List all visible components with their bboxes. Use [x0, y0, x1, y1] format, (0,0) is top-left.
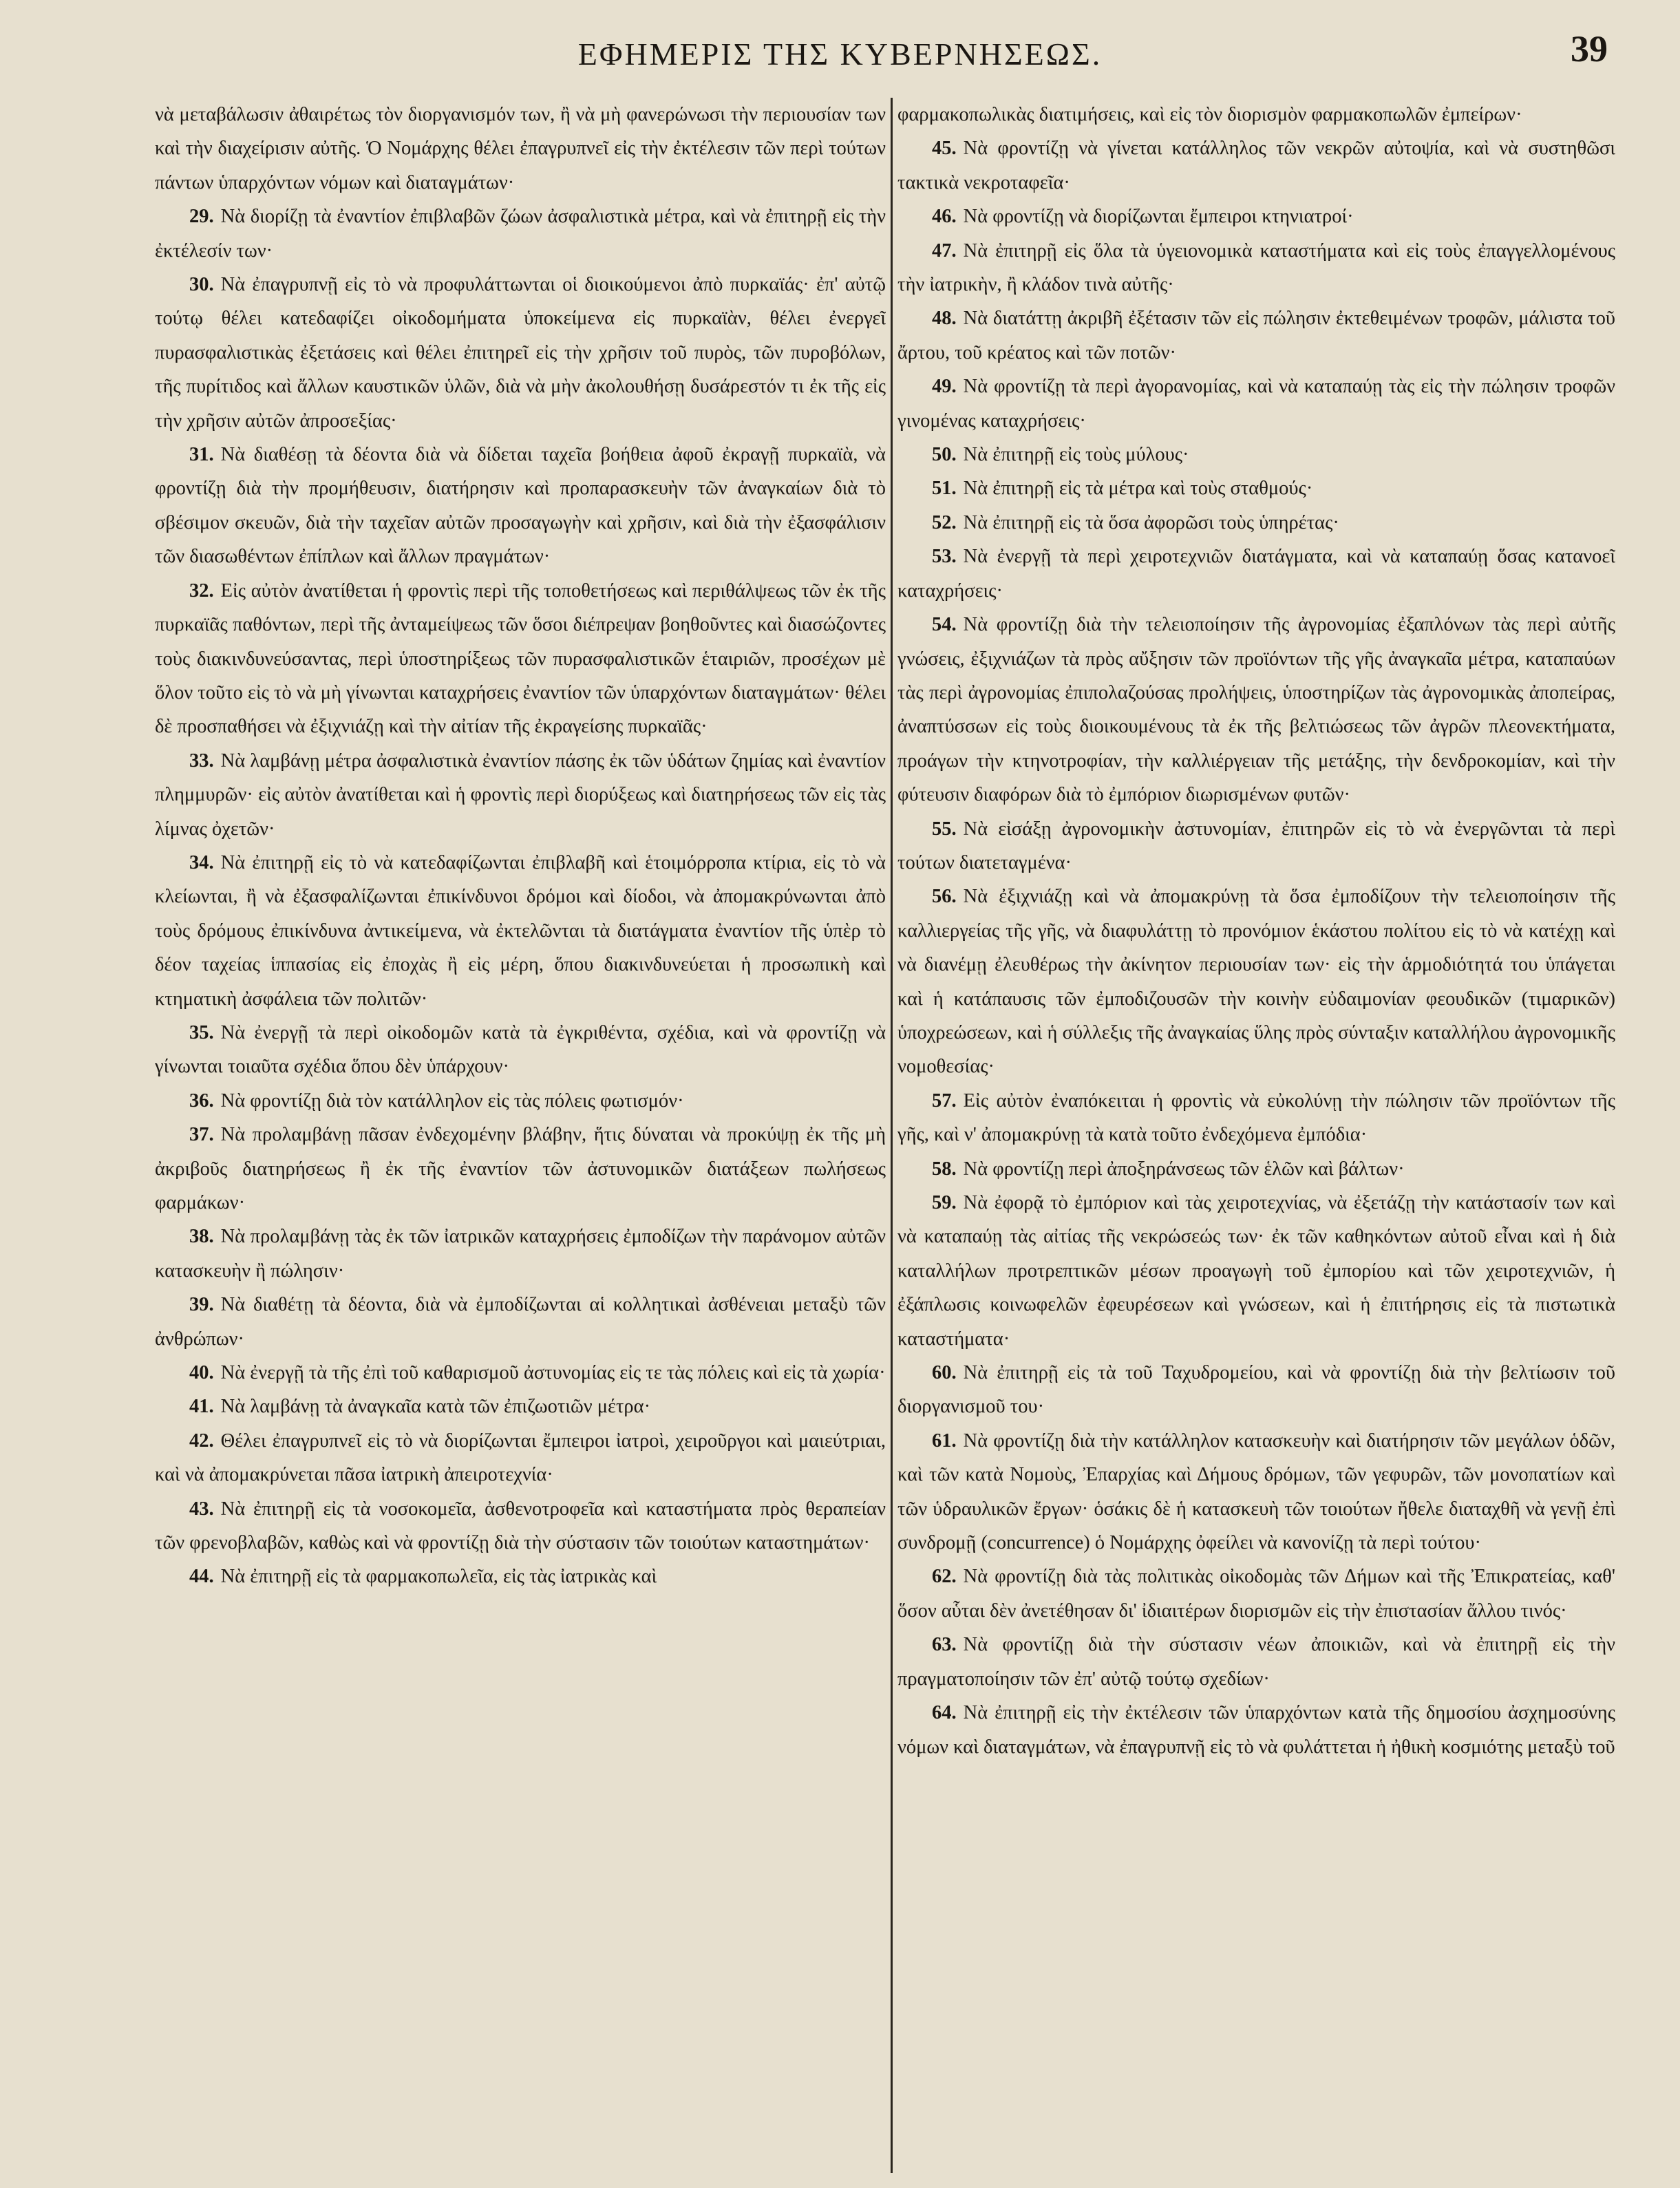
article-text: Νὰ ἐπαγρυπνῇ εἰς τὸ νὰ προφυλάττωνται οἱ διοικούμενοι ἀπὸ πυρκαϊάς· ἐπ' αὐτῷ τούτῳ θέλει κατεδαφίζει οἰκοδομήματα ὑποκείμενα εἰς πυρκαϊὰν, θέλει ἐνεργεῖ πυρασφαλιστικὰς ἐξετάσεις καὶ θέλει ἐπιτηρεῖ εἰς τὴν χρῆσιν τοῦ πυρὸς, τῶν πυροβόλων, τῆς πυρίτιδος καὶ ἄλλων καυστικῶν ὑλῶν, διὰ νὰ μὴν ἀκολουθήσῃ δυσάρεστόν τι ἐκ τῆς εἰς τὴν χρῆσιν αὐτῶν ἀπροσεξίας· — [155, 274, 886, 432]
article-paragraph — [897, 301, 1615, 370]
article-text: νὰ μεταβάλωσιν ἀθαιρέτως τὸν διοργανισμόν των, ἢ νὰ μὴ φανερώνωσι τὴν περιουσίαν των καὶ τὴν διαχείρισιν αὐτῆς. Ὁ Νομάρχης θέλει ἐπαγρυπνεῖ εἰς τὴν ἐκτέλεσιν τῶν περὶ τούτων πάντων ὑπαρχόντων νόμων καὶ διαταγμάτων· — [155, 104, 886, 193]
article-paragraph — [897, 1424, 1615, 1560]
page-number: 39 — [1571, 28, 1608, 70]
article-paragraph — [897, 98, 1615, 131]
article-text: Νὰ ἐπιτηρῇ εἰς τοὺς μύλους· — [963, 444, 1189, 466]
article-text: Νὰ φροντίζῃ διὰ τὴν κατάλληλον κατασκευὴν καὶ διατήρησιν τῶν μεγάλων ὁδῶν, καὶ τῶν κατὰ Νομοὺς, Ἐπαρχίας καὶ Δήμους δρόμων, τῶν γεφυρῶν, τῶν μονοπατίων καὶ τῶν ὑδραυλικῶν ἔργων· ὁσάκις δὲ ἡ κατασκευὴ τῶν τοιούτων ἤθελε διαταχθῆ νὰ γενῇ ἐπὶ συνδρομῇ (concurrence) ὁ Νομάρχης ὀφείλει νὰ κανονίζῃ τὰ περὶ τούτου· — [897, 1430, 1615, 1554]
article-text: Νὰ διατάττῃ ἀκριβῆ ἐξέτασιν τῶν εἰς πώλησιν ἐκτεθειμένων τροφῶν, μάλιστα τοῦ ἄρτου, τοῦ κρέατος καὶ τῶν ποτῶν· — [897, 308, 1615, 363]
article-paragraph — [897, 471, 1615, 505]
article-paragraph — [897, 200, 1615, 233]
article-number: 42. — [189, 1430, 214, 1452]
left-column — [155, 98, 886, 2173]
article-number: 43. — [189, 1498, 214, 1520]
article-text: Εἰς αὐτὸν ἀνατίθεται ἡ φροντὶς περὶ τῆς τοποθετήσεως καὶ περιθάλψεως τῶν ἐκ τῆς πυρκαϊᾶς παθόντων, περὶ τῆς ἀνταμείψεως τῶν ὅσοι διέπρεψαν βοηθοῦντες καὶ διασώζοντες τοὺς διακινδυνεύσαντας, περὶ ὑποστηρίξεως τῶν πυρασφαλιστικῶν ἑταιριῶν, προσέχων μὲ ὅλον τοῦτο εἰς τὸ νὰ μὴ γίνωνται καταχρήσεις ἐναντίον τῶν ὑπαρχόντων διαταγμάτων· θέλει δὲ προσπαθήσει νὰ ἐξιχνιάζῃ καὶ τὴν αἰτίαν τῆς ἐκραγείσης πυρκαϊᾶς· — [155, 580, 886, 738]
article-text: Νὰ προλαμβάνῃ τὰς ἐκ τῶν ἰατρικῶν καταχρήσεις ἐμποδίζων τὴν παράνομον αὐτῶν κατασκευὴν ἢ πώλησιν· — [155, 1226, 886, 1282]
article-number: 63. — [932, 1634, 957, 1656]
article-text: Νὰ φροντίζῃ νὰ διορίζωνται ἔμπειροι κτηνιατροί· — [963, 206, 1354, 228]
article-number: 59. — [932, 1192, 957, 1213]
article-paragraph — [897, 1152, 1615, 1186]
article-paragraph — [155, 268, 886, 438]
article-number: 50. — [932, 444, 957, 466]
article-text: φαρμακοπωλικὰς διατιμήσεις, καὶ εἰς τὸν διορισμὸν φαρμακοπωλῶν ἐμπείρων· — [897, 104, 1522, 125]
article-number: 55. — [932, 818, 957, 840]
article-paragraph — [155, 1288, 886, 1356]
article-text: Νὰ φροντίζῃ διὰ τὸν κατάλληλον εἰς τὰς πόλεις φωτισμόν· — [220, 1090, 684, 1112]
article-text: Νὰ ἐνεργῇ τὰ τῆς ἐπὶ τοῦ καθαρισμοῦ ἀστυνομίας εἰς τε τὰς πόλεις καὶ εἰς τὰ χωρία· — [220, 1362, 886, 1384]
article-number: 54. — [932, 614, 957, 636]
article-number: 47. — [932, 240, 957, 262]
article-number: 40. — [189, 1362, 214, 1384]
article-number: 33. — [189, 750, 214, 772]
article-paragraph — [155, 744, 886, 846]
article-text: Νὰ ἐπιτηρῇ εἰς ὅλα τὰ ὑγειονομικὰ καταστήματα καὶ εἰς τοὺς ἐπαγγελλομένους τὴν ἰατρικὴν, ἢ κλάδον τινὰ αὐτῆς· — [897, 240, 1615, 296]
article-number: 52. — [932, 511, 957, 533]
article-paragraph — [897, 608, 1615, 811]
article-number: 48. — [932, 308, 957, 330]
article-paragraph — [897, 1186, 1615, 1356]
article-paragraph — [155, 1560, 886, 1593]
article-paragraph — [897, 540, 1615, 608]
article-paragraph — [897, 880, 1615, 1083]
page-header — [0, 28, 1680, 83]
article-paragraph — [897, 1356, 1615, 1424]
article-text: Νὰ λαμβάνῃ μέτρα ἀσφαλιστικὰ ἐναντίον πάσης ἐκ τῶν ὑδάτων ζημίας καὶ ἐναντίον πλημμυρῶν· εἰς αὐτὸν ἀνατίθεται καὶ ἡ φροντὶς περὶ διορύξεως καὶ διατηρήσεως τῶν εἰς τὰς λίμνας ὀχετῶν· — [155, 750, 886, 840]
right-column — [897, 98, 1615, 2173]
article-paragraph — [155, 1424, 886, 1492]
article-text: Νὰ ἐπιτηρῇ εἰς τὰ ὅσα ἀφορῶσι τοὺς ὑπηρέτας· — [963, 511, 1339, 533]
article-paragraph — [897, 370, 1615, 438]
article-number: 30. — [189, 274, 214, 296]
article-number: 37. — [189, 1124, 214, 1146]
article-text: Νὰ ἐξιχνιάζῃ καὶ νὰ ἀπομακρύνῃ τὰ ὅσα ἐμποδίζουν τὴν τελειοποίησιν τῆς καλλιεργείας τῆς γῆς, νὰ διαφυλάττῃ τὸ προνόμιον ἑκάστου πολίτου εἰς τὸ νὰ κατέχῃ καὶ νὰ διανέμῃ ἐλευθέρως τὴν ἀκίνητον περιουσίαν των· εἰς τὴν ἁρμοδιότητά του ὑπάγεται καὶ ἡ κατάπαυσις τῶν ἐμποδιζουσῶν τὴν κοινὴν εὐδαιμονίαν φεουδικῶν (τιμαρικῶν) ὑποχρεώσεων, καὶ ἡ σύλλεξις τῆς ἀναγκαίας ὕλης πρὸς σύνταξιν καταλλήλου ἀγρονομικῆς νομοθεσίας· — [897, 886, 1615, 1078]
article-paragraph — [155, 1492, 886, 1560]
article-paragraph — [897, 131, 1615, 200]
article-paragraph — [155, 1356, 886, 1390]
article-text: Νὰ ἐπιτηρῇ εἰς τὰ φαρμακοπωλεῖα, εἰς τὰς ἰατρικὰς καὶ — [220, 1566, 657, 1588]
article-number: 61. — [932, 1430, 957, 1452]
article-text: Νὰ φροντίζῃ διὰ τὴν σύστασιν νέων ἀποικιῶν, καὶ νὰ ἐπιτηρῇ εἰς τὴν πραγματοποίησιν τῶν ἐπ' αὐτῷ τούτῳ σχεδίων· — [897, 1634, 1615, 1690]
article-paragraph — [897, 1084, 1615, 1152]
article-number: 38. — [189, 1226, 214, 1248]
article-paragraph — [897, 1628, 1615, 1696]
article-text: Νὰ ἐπιτηρῇ εἰς τὰ τοῦ Ταχυδρομείου, καὶ νὰ φροντίζῃ διὰ τὴν βελτίωσιν τοῦ διοργανισμοῦ του· — [897, 1362, 1615, 1418]
article-paragraph — [897, 812, 1615, 880]
article-text: Νὰ φροντίζῃ διὰ τὰς πολιτικὰς οἰκοδομὰς τῶν Δήμων καὶ τῆς Ἐπικρατείας, καθ' ὅσον αὗται δὲν ἀνετέθησαν δι' ἰδιαιτέρων διορισμῶν εἰς τὴν ἐπιστασίαν ἄλλου τινός· — [897, 1566, 1615, 1622]
article-text: Νὰ διορίζῃ τὰ ἐναντίον ἐπιβλαβῶν ζώων ἀσφαλιστικὰ μέτρα, καὶ νὰ ἐπιτηρῇ εἰς τὴν ἐκτέλεσίν των· — [155, 206, 886, 262]
article-paragraph — [155, 1016, 886, 1084]
article-paragraph — [155, 1220, 886, 1288]
column-divider — [891, 98, 893, 2173]
article-number: 49. — [932, 376, 957, 398]
article-text: Εἰς αὐτὸν ἐναπόκειται ἡ φροντὶς νὰ εὐκολύνῃ τὴν πώλησιν τῶν προϊόντων τῆς γῆς, καὶ ν' ἀπομακρύνῃ τὰ κατὰ τοῦτο ἐνδεχόμενα ἐμπόδια· — [897, 1090, 1615, 1146]
article-number: 36. — [189, 1090, 214, 1112]
article-paragraph — [897, 438, 1615, 471]
article-number: 64. — [932, 1702, 957, 1724]
article-paragraph — [155, 98, 886, 200]
article-paragraph — [155, 846, 886, 1016]
article-text: Νὰ φροντίζῃ περὶ ἀποξηράνσεως τῶν ἑλῶν καὶ βάλτων· — [963, 1158, 1405, 1180]
article-paragraph — [155, 574, 886, 744]
article-paragraph — [897, 506, 1615, 540]
article-number: 34. — [189, 851, 214, 873]
article-text: Νὰ φροντίζῃ διὰ τὴν τελειοποίησιν τῆς ἀγρονομίας ἐξαπλόνων τὰς περὶ αὐτῆς γνώσεις, ἐξιχνιάζων τὰ πρὸς αὔξησιν τῶν προϊόντων τῆς γῆς ἀναγκαῖα μέτρα, καταπαύων τὰς περὶ ἀγρονομίας ἐπιπολαζούσας προλήψεις, ὑποστηρίζων τὰς ἀγρονομικὰς ἀποπείρας, ἀναπτύσσων εἰς τοὺς διοικουμένους τὰ ἐκ τῆς βελτιώσεως τῶν ἀγρῶν πλεονεκτήματα, προάγων τὴν κτηνοτροφίαν, τὴν καλλιέργειαν τῆς μετάξης, τὴν δενδροκομίαν, καὶ τὴν φύτευσιν διαφόρων διὰ τὸ ἐμπόριον διωρισμένων φυτῶν· — [897, 614, 1615, 806]
article-text: Νὰ λαμβάνῃ τὰ ἀναγκαῖα κατὰ τῶν ἐπιζωοτιῶν μέτρα· — [220, 1396, 651, 1418]
article-number: 31. — [189, 444, 214, 466]
article-number: 41. — [189, 1396, 214, 1418]
article-paragraph — [897, 1696, 1615, 1764]
article-text: Νὰ ἐπιτηρῇ εἰς τὰ νοσοκομεῖα, ἀσθενοτροφεῖα καὶ καταστήματα πρὸς θεραπείαν τῶν φρενοβλαβῶν, καθὼς καὶ νὰ φροντίζῃ διὰ τὴν σύστασιν τῶν τοιούτων καταστημάτων· — [155, 1498, 886, 1554]
article-number: 29. — [189, 206, 214, 228]
article-number: 58. — [932, 1158, 957, 1180]
article-number: 62. — [932, 1566, 957, 1588]
article-paragraph — [155, 1084, 886, 1118]
article-text: Νὰ ἐφορᾷ τὸ ἐμπόριον καὶ τὰς χειροτεχνίας, νὰ ἐξετάζῃ τὴν κατάστασίν των καὶ νὰ καταπαύῃ τὰς αἰτίας τῆς νεκρώσεώς των· ἐκ τῶν καθηκόντων αὐτοῦ εἶναι καὶ ἡ διὰ καταλλήλων προτρεπτικῶν μέσων προαγωγὴ τοῦ ἐμπορίου καὶ τῶν χειροτεχνιῶν, ἡ ἐξάπλωσις κοινωφελῶν ἐφευρέσεων καὶ γνώσεων, καὶ ἡ ἐπιτήρησις εἰς τὰ πιστωτικὰ καταστήματα· — [897, 1192, 1615, 1350]
article-paragraph — [155, 200, 886, 268]
article-text: Νὰ διαθέσῃ τὰ δέοντα διὰ νὰ δίδεται ταχεῖα βοήθεια ἀφοῦ ἐκραγῇ πυρκαϊὰ, νὰ φροντίζῃ διὰ τὴν προμήθευσιν, διατήρησιν καὶ προπαρασκευὴν τῶν ἀναγκαίων διὰ τὸ σβέσιμον σκευῶν, διὰ τὴν ταχεῖαν αὐτῶν προσαγωγὴν καὶ χρῆσιν, καὶ διὰ τὴν ἐξασφάλισιν τῶν διασωθέντων ἐπίπλων καὶ ἄλλων πραγμάτων· — [155, 444, 886, 568]
article-text: Νὰ ἐνεργῇ τὰ περὶ χειροτεχνιῶν διατάγματα, καὶ νὰ καταπαύῃ ὅσας κατανοεῖ καταχρήσεις· — [897, 546, 1615, 602]
article-paragraph — [897, 1560, 1615, 1628]
article-number: 44. — [189, 1566, 214, 1588]
article-paragraph — [155, 1390, 886, 1423]
article-number: 45. — [932, 138, 957, 160]
article-text: Νὰ φροντίζῃ νὰ γίνεται κατάλληλος τῶν νεκρῶν αὐτοψία, καὶ νὰ συστηθῶσι τακτικὰ νεκροταφεῖα· — [897, 138, 1615, 193]
article-number: 35. — [189, 1021, 214, 1043]
article-text: Νὰ ἐνεργῇ τὰ περὶ οἰκοδομῶν κατὰ τὰ ἐγκριθέντα, σχέδια, καὶ νὰ φροντίζῃ νὰ γίνωνται τοιαῦτα σχέδια ὅπου δὲν ὑπάρχουν· — [155, 1021, 886, 1078]
article-text: Νὰ εἰσάξῃ ἀγρονομικὴν ἀστυνομίαν, ἐπιτηρῶν εἰς τὸ νὰ ἐνεργῶνται τὰ περὶ τούτων διατεταγμένα· — [897, 818, 1615, 873]
article-paragraph — [155, 438, 886, 574]
article-number: 39. — [189, 1294, 214, 1316]
article-text: Νὰ ἐπιτηρῇ εἰς τὴν ἐκτέλεσιν τῶν ὑπαρχόντων κατὰ τῆς δημοσίου ἀσχημοσύνης νόμων καὶ διαταγμάτων, νὰ ἐπαγρυπνῇ εἰς τὸ νὰ φυλάττεται ἡ ἠθικὴ κοσμιότης μεταξὺ τοῦ — [897, 1702, 1615, 1758]
article-text: Νὰ προλαμβάνῃ πᾶσαν ἐνδεχομένην βλάβην, ἥτις δύναται νὰ προκύψῃ ἐκ τῆς μὴ ἀκριβοῦς διατηρήσεως ἢ ἐκ τῆς ἐναντίον τῶν ἀστυνομικῶν διατάξεων πωλήσεως φαρμάκων· — [155, 1124, 886, 1213]
article-text: Νὰ ἐπιτηρῇ εἰς τὰ μέτρα καὶ τοὺς σταθμούς· — [963, 478, 1313, 500]
article-text: Θέλει ἐπαγρυπνεῖ εἰς τὸ νὰ διορίζωνται ἔμπειροι ἰατροὶ, χειροῦργοι καὶ μαιεύτριαι, καὶ νὰ ἀπομακρύνεται πᾶσα ἰατρικὴ ἀπειροτεχνία· — [155, 1430, 886, 1486]
article-number: 60. — [932, 1362, 957, 1384]
article-number: 57. — [932, 1090, 957, 1112]
article-number: 32. — [189, 580, 214, 602]
article-text: Νὰ φροντίζῃ τὰ περὶ ἀγορανομίας, καὶ νὰ καταπαύῃ τὰς εἰς τὴν πώλησιν τροφῶν γινομένας καταχρήσεις· — [897, 376, 1615, 432]
article-number: 53. — [932, 546, 957, 568]
article-number: 51. — [932, 478, 957, 500]
article-text: Νὰ ἐπιτηρῇ εἰς τὸ νὰ κατεδαφίζωνται ἐπιβλαβῆ καὶ ἑτοιμόρροπα κτίρια, εἰς τὸ νὰ κλείωνται, ἢ νὰ ἐξασφαλίζωνται ἐπικίνδυνοι δρόμοι καὶ δίοδοι, νὰ ἀπομακρύνωνται ἀπὸ τοὺς δρόμους ἐπικίνδυνα ἀντικείμενα, νὰ ἐκτελῶνται τὰ διατάγματα ἐναντίον τῆς ὑπὲρ τὸ δέον ταχείας ἱππασίας εἰς ἐποχὰς ἢ εἰς μέρη, ὅπου διακινδυνεύεται ἡ προσωπικὴ καὶ κτηματικὴ ἀσφάλεια τῶν πολιτῶν· — [155, 851, 886, 1010]
article-number: 46. — [932, 206, 957, 228]
article-paragraph — [897, 234, 1615, 302]
article-text: Νὰ διαθέτῃ τὰ δέοντα, διὰ νὰ ἐμποδίζωνται αἱ κολλητικαὶ ἀσθένειαι μεταξὺ τῶν ἀνθρώπων· — [155, 1294, 886, 1350]
article-number: 56. — [932, 886, 957, 908]
article-paragraph — [155, 1118, 886, 1220]
running-title: ΕΦΗΜΕΡΙΣ ΤΗΣ ΚΥΒΕΡΝΗΣΕΩΣ. — [577, 36, 1103, 72]
